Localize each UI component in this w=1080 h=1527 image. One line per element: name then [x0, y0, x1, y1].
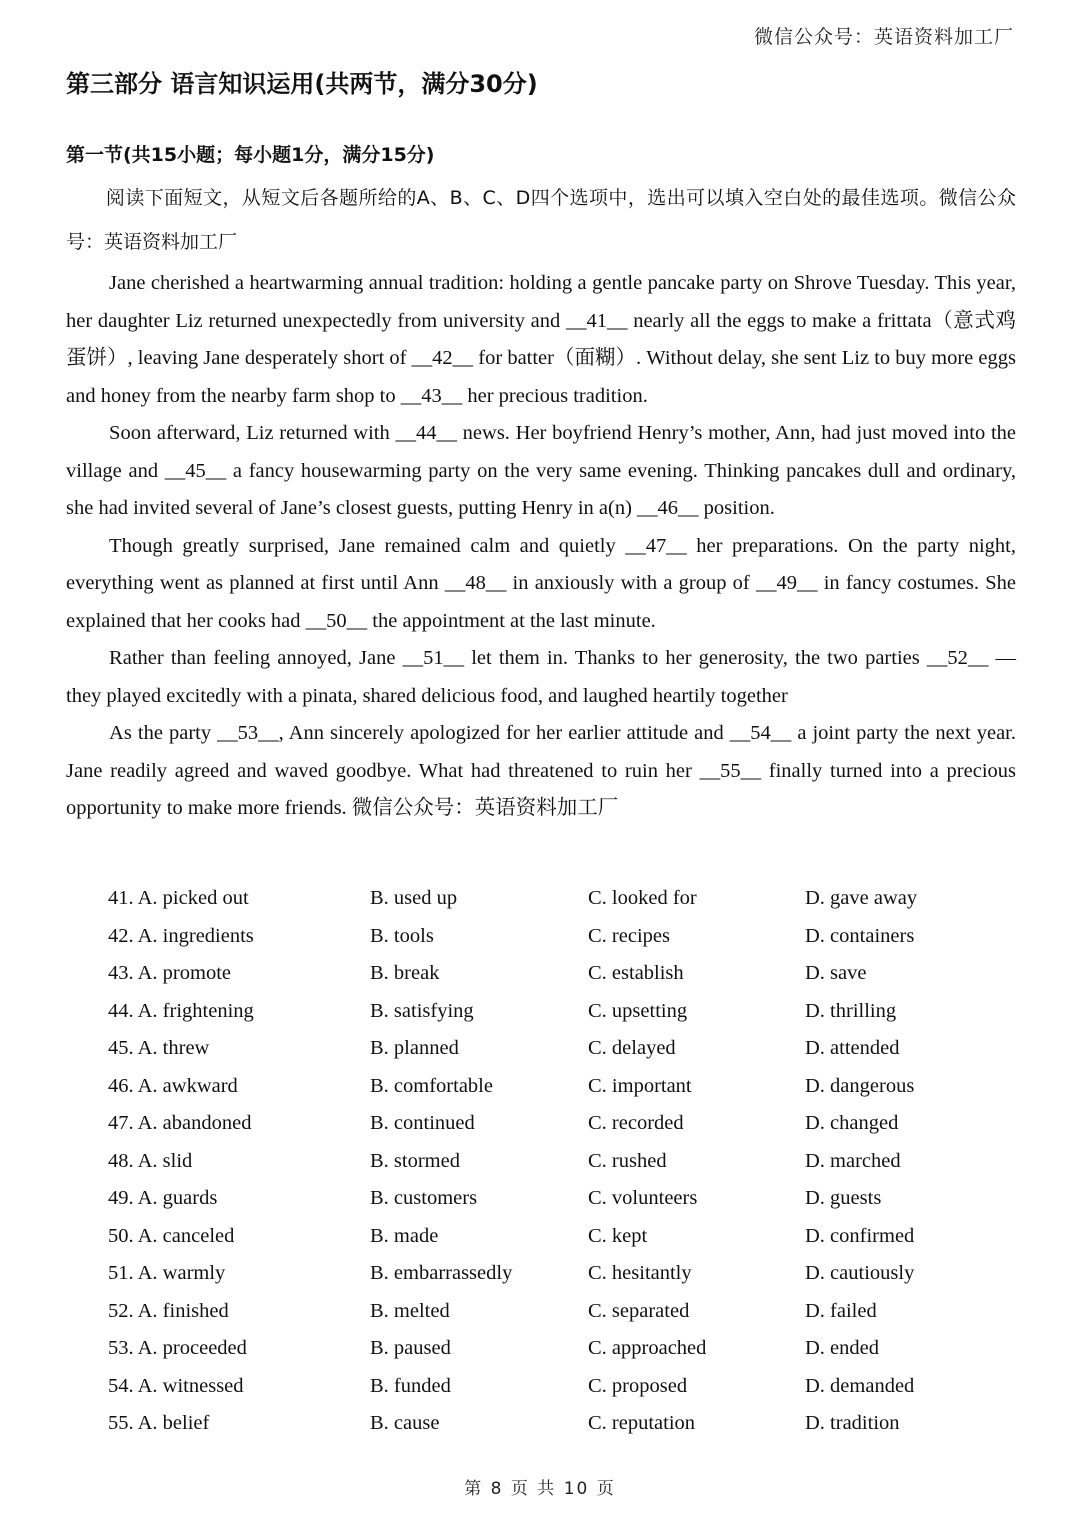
- option-row: [108, 1068, 1048, 1106]
- option-c: C. proposed: [588, 1374, 688, 1397]
- option-b: B. used up: [370, 887, 458, 910]
- option-row: [108, 1405, 1048, 1443]
- instructions-text: 阅读下面短文，从短文后各题所给的A、B、C、D四个选项中，选出可以填入空白处的最佳选项。微信公众号：英语资料加工厂: [66, 187, 1016, 253]
- option-c: C. kept: [588, 1224, 648, 1247]
- option-a: 46. A. awkward: [108, 1074, 238, 1097]
- option-b: B. funded: [370, 1374, 451, 1397]
- option-c: C. looked for: [588, 887, 697, 910]
- option-row: [108, 993, 1048, 1031]
- option-c: C. approached: [588, 1337, 707, 1360]
- option-d: D. cautiously: [805, 1262, 915, 1285]
- option-d: D. dangerous: [805, 1074, 915, 1097]
- option-row: [108, 1143, 1048, 1181]
- option-c: C. separated: [588, 1299, 690, 1322]
- option-d: D. changed: [805, 1112, 899, 1135]
- option-d: D. attended: [805, 1037, 900, 1060]
- option-d: D. tradition: [805, 1412, 900, 1435]
- option-b: B. continued: [370, 1112, 475, 1135]
- option-b: B. paused: [370, 1337, 451, 1360]
- option-d: D. containers: [805, 924, 915, 947]
- option-b: B. satisfying: [370, 999, 474, 1022]
- option-d: D. demanded: [805, 1374, 915, 1397]
- option-d: D. confirmed: [805, 1224, 915, 1247]
- option-b: B. planned: [370, 1037, 459, 1060]
- option-a: 41. A. picked out: [108, 887, 249, 910]
- option-b: B. melted: [370, 1299, 450, 1322]
- option-row: [108, 1293, 1048, 1331]
- option-b: B. embarrassedly: [370, 1262, 513, 1285]
- option-a: 55. A. belief: [108, 1412, 210, 1435]
- option-a: 50. A. canceled: [108, 1224, 235, 1247]
- option-c: C. establish: [588, 962, 684, 985]
- option-b: B. customers: [370, 1187, 478, 1210]
- option-row: [108, 1218, 1048, 1256]
- option-a: 47. A. abandoned: [108, 1112, 252, 1135]
- option-c: C. important: [588, 1074, 692, 1097]
- option-a: 44. A. frightening: [108, 999, 254, 1022]
- option-a: 48. A. slid: [108, 1149, 193, 1172]
- option-row: [108, 955, 1048, 993]
- option-d: D. thrilling: [805, 999, 897, 1022]
- option-a: 54. A. witnessed: [108, 1374, 244, 1397]
- option-d: D. failed: [805, 1299, 877, 1322]
- passage-paragraph-1: Jane cherished a heartwarming annual tradition: holding a gentle pancake party on Shrove Tuesday. This year, her daughter Liz returned unexpectedly from university and __41__ nearly all the eggs to make a frittata（意式鸡蛋饼）, leaving Jane desperately short of __42__ for batter（面糊）. Without delay, she sent Liz to buy more eggs and honey from the nearby farm shop to __43__ her precious tradition.: [66, 272, 1016, 407]
- passage-paragraph-2: Soon afterward, Liz returned with __44__ news. Her boyfriend Henry’s mother, Ann, had just moved into the village and __45__ a fancy housewarming party on the very same evening. Thinking pancakes dull and ordinary, she had invited several of Jane’s closest guests, putting Henry in a(n) __46__ position.: [66, 422, 1016, 519]
- passage-paragraph-3: Though greatly surprised, Jane remained calm and quietly __47__ her preparations. On the party night, everything went as planned at first until Ann __48__ in anxiously with a group of __49__ in fancy costumes. She explained that her cooks had __50__ the appointment at the last minute.: [66, 534, 1016, 632]
- option-c: C. upsetting: [588, 999, 688, 1022]
- option-d: D. ended: [805, 1337, 880, 1360]
- option-row: [108, 1105, 1048, 1143]
- option-row: [108, 1255, 1048, 1293]
- passage-paragraph-4: Rather than feeling annoyed, Jane __51__ let them in. Thanks to her generosity, the two parties __52__ —they played excitedly with a pinata, shared delicious food, and laughed heartily together: [66, 647, 1016, 707]
- watermark-header: 微信公众号：英语资料加工厂: [753, 26, 1014, 48]
- section-title: 第一节(共15小题；每小题1分，满分15分): [66, 144, 435, 166]
- option-a: 42. A. ingredients: [108, 924, 254, 947]
- option-a: 45. A. threw: [108, 1037, 210, 1060]
- option-c: C. reputation: [588, 1412, 696, 1435]
- instructions: [66, 176, 1016, 264]
- option-row: [108, 1368, 1048, 1406]
- option-c: C. rushed: [588, 1149, 667, 1172]
- option-b: B. stormed: [370, 1149, 460, 1172]
- option-b: B. made: [370, 1224, 439, 1247]
- answer-options: [108, 880, 1048, 1443]
- option-c: C. volunteers: [588, 1187, 698, 1210]
- option-a: 43. A. promote: [108, 962, 231, 985]
- option-d: D. gave away: [805, 887, 918, 910]
- cloze-passage: [66, 265, 1016, 828]
- passage-paragraph-5: As the party __53__, Ann sincerely apologized for her earlier attitude and __54__ a joint party the next year. Jane readily agreed and waved goodbye. What had threatened to ruin her __55__ finally turned into a precious opportunity to make more friends. 微信公众号：英语资料加工厂: [66, 722, 1016, 819]
- option-row: [108, 880, 1048, 918]
- page-number: 第 8 页 共 10 页: [464, 1479, 616, 1499]
- option-row: [108, 1030, 1048, 1068]
- option-a: 51. A. warmly: [108, 1262, 226, 1285]
- option-b: B. cause: [370, 1412, 440, 1435]
- option-row: [108, 1330, 1048, 1368]
- option-b: B. tools: [370, 924, 434, 947]
- option-a: 49. A. guards: [108, 1187, 218, 1210]
- option-a: 53. A. proceeded: [108, 1337, 247, 1360]
- part-title: 第三部分 语言知识运用(共两节，满分30分): [66, 70, 538, 98]
- option-d: D. marched: [805, 1149, 901, 1172]
- option-b: B. comfortable: [370, 1074, 493, 1097]
- option-b: B. break: [370, 962, 440, 985]
- option-row: [108, 1180, 1048, 1218]
- option-d: D. save: [805, 962, 867, 985]
- option-c: C. delayed: [588, 1037, 676, 1060]
- option-c: C. recipes: [588, 924, 670, 947]
- option-c: C. hesitantly: [588, 1262, 692, 1285]
- option-a: 52. A. finished: [108, 1299, 229, 1322]
- option-c: C. recorded: [588, 1112, 684, 1135]
- option-row: [108, 918, 1048, 956]
- option-d: D. guests: [805, 1187, 882, 1210]
